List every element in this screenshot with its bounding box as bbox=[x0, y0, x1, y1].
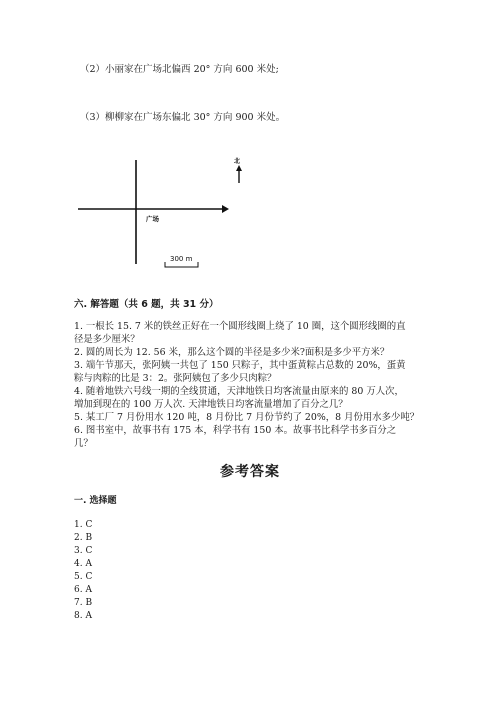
question-line: 1. 一根长 15. 7 米的铁丝正好在一个圆形线圈上绕了 10 圈，这个圆形线圈的直 bbox=[74, 321, 406, 332]
answer-item: 8. A bbox=[74, 611, 92, 621]
question-line: 増加到现在的 100 万人次. 天津地铁日均客流量增加了百分之几？ bbox=[74, 399, 348, 410]
answer-item: 1. C bbox=[74, 520, 93, 530]
answer-item: 2. B bbox=[74, 533, 93, 543]
question-line: 5. 某工厂 7 月份用水 120 吨，8 月份比 7 月份节约了 20%，8 月份用水多少吨？ bbox=[74, 412, 420, 423]
north-label: 北 bbox=[234, 158, 241, 165]
answers-section-title: 一. 选择题 bbox=[74, 496, 117, 506]
answer-item: 6. A bbox=[74, 585, 92, 595]
north-arrowhead bbox=[236, 165, 242, 171]
question-line: 粽与肉粽的比是 3：2。张阿姨包了多少只肉粽？ bbox=[74, 373, 277, 384]
question-5-2: （2）小丽家在广场北偏西 20° 方向 600 米处; bbox=[80, 64, 279, 75]
question-line: 3. 端午节那天，张阿姨一共包了 150 只粽子，其中蛋黄粽占总数的 20%，蛋黄 bbox=[74, 360, 406, 371]
east-arrowhead bbox=[222, 205, 229, 213]
question-line: 2. 圆的周长为 12. 56 米，那么这个圆的半径是多少米?面积是多少平方米？ bbox=[74, 347, 390, 358]
scale-label: 300 m bbox=[170, 255, 193, 263]
answer-item: 5. C bbox=[74, 572, 93, 582]
section-6-title: 六. 解答题（共 6 题，共 31 分） bbox=[74, 299, 219, 310]
answer-item: 3. C bbox=[74, 546, 93, 556]
question-line: 4. 随着地铁六号线一期的全线贯通，天津地铁日均客流量由原来的 80 万人次， bbox=[74, 386, 404, 397]
question-line: 径是多少厘米？ bbox=[74, 334, 140, 345]
answer-item: 7. B bbox=[74, 598, 93, 608]
question-line: 几？ bbox=[74, 438, 93, 449]
center-label: 广场 bbox=[146, 215, 159, 223]
answer-item: 4. A bbox=[74, 559, 92, 569]
question-5-3: （3）柳柳家在广场东偏北 30° 方向 900 米处。 bbox=[80, 112, 286, 123]
answers-title: 参考答案 bbox=[220, 464, 280, 480]
question-line: 6. 图书室中，故事书有 175 本，科学书有 150 本。故事书比科学书多百分之 bbox=[74, 425, 397, 436]
